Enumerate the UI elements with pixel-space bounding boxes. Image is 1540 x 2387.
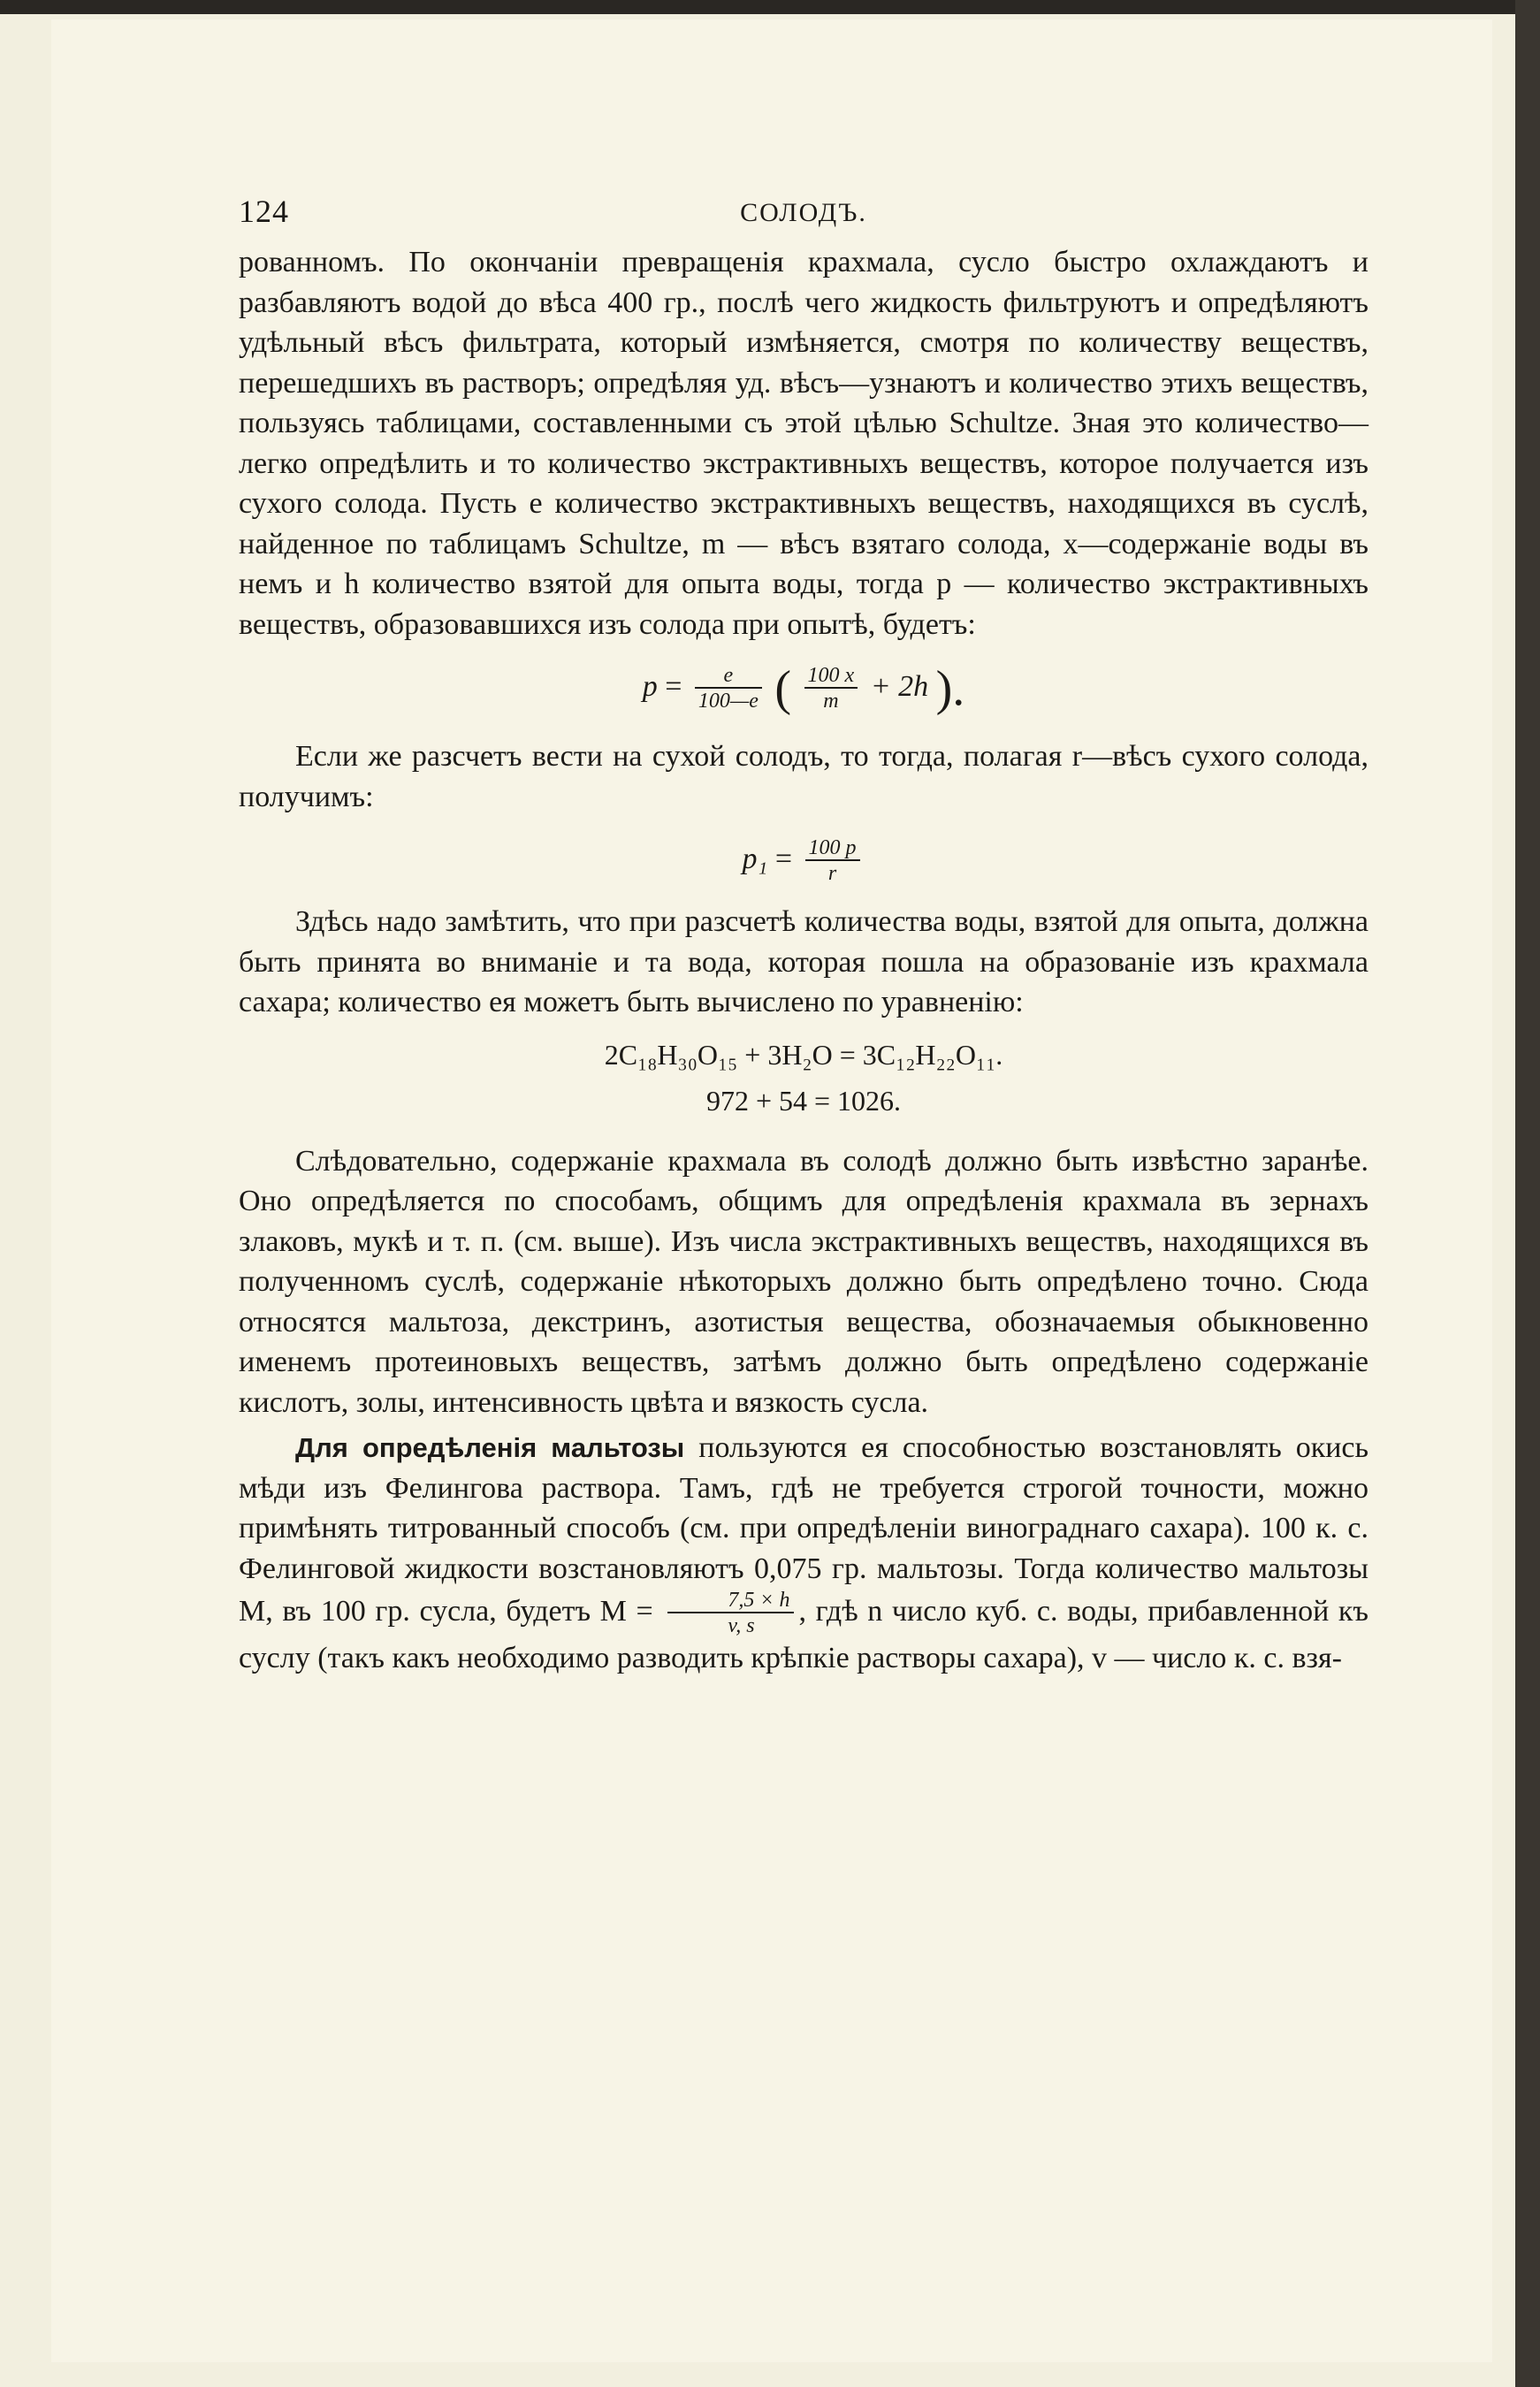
formula-p1-lhs: p₁ [742, 842, 768, 875]
formula-p-fraction-1 [695, 664, 762, 713]
maltose-heading: Для опредѣленія мальтозы [295, 1432, 685, 1463]
paragraph-1: рованномъ. По окончаніи превращенія крахмала, сусло быстро охлаждаютъ и разбавляютъ водой до вѣса 400 гр., послѣ чего жидкость фильтруютъ и опредѣляютъ удѣльный вѣсъ фильтрата, который измѣняется, смотря по количеству веществъ, перешедшихъ въ растворъ; опредѣляя уд. вѣсъ—узнаютъ и количество этихъ веществъ, пользуясь таблицами, составленными съ этой цѣлью Schultze. Зная это количество—легко опредѣлить и то количество экстрактивныхъ веществъ, которое получается изъ сухого солода. Пусть e количество экстрактивныхъ веществъ, находящихся въ суслѣ, найденное по таблицамъ Schultze, m — вѣсъ взятаго солода, x—содержаніе воды въ немъ и h количество взятой для опыта воды, тогда p — количество экстрактивныхъ веществъ, образовавшихся изъ солода при опытѣ, будетъ: [239, 246, 1368, 641]
chemical-equation-line-2: 972 + 54 = 1026. [705, 1084, 902, 1117]
maltose-fraction-denominator: v, s [728, 1614, 755, 1637]
paragraph-3: Здѣсь надо замѣтить, что при разсчетѣ количества воды, взятой для опыта, должна быть принята во вниманіе и та вода, которая пошла на образованіе изъ крахмала сахара; количество ея можетъ быть вычислено по уравненію: [239, 905, 1368, 1018]
fraction-1-denominator: 100—e [698, 690, 759, 713]
book-page [51, 19, 1492, 2362]
formula-p1-eq: = [774, 842, 792, 875]
formula-p-close-paren: ). [935, 661, 965, 716]
paragraph-5 [239, 1428, 1368, 1679]
formula-p-eq: = [665, 669, 682, 703]
formula-p [239, 661, 1368, 716]
scan-top-edge [0, 0, 1540, 14]
fraction-1-numerator: e [695, 664, 762, 689]
paragraph-4: Слѣдовательно, содержаніе крахмала въ солодѣ должно быть извѣстно заранѣе. Оно опредѣляется по способамъ, общимъ для опредѣленія крахмала въ зернахъ злаковъ, мукѣ и т. п. (см. выше). Изъ числа экстрактивныхъ веществъ, находящихся въ полученномъ суслѣ, содержаніе нѣкоторыхъ должно быть опредѣлено точно. Сюда относятся мальтоза, декстринъ, азотистыя вещества, обозначаемыя обыкновенно именемъ протеиновыхъ веществъ, затѣмъ должно быть опредѣлено содержаніе кислотъ, золы, интенсивность цвѣта и вязкость сусла. [239, 1144, 1368, 1419]
page-number: 124 [239, 194, 289, 229]
running-head: СОЛОДЪ. [740, 198, 867, 227]
formula-p1 [239, 836, 1368, 886]
fraction-2-numerator: 100 x [804, 664, 858, 689]
chemical-equation-line-1: 2C₁₈H₃₀O₁₅ + 3H₂O = 3C₁₂H₂₂O₁₁. [604, 1038, 1003, 1071]
fraction-2-denominator: m [823, 690, 839, 713]
formula-p-open-paren: ( [774, 661, 792, 716]
formula-p-lhs: p [642, 669, 658, 703]
formula-p1-denominator: r [827, 862, 837, 885]
scan-right-edge [1515, 0, 1540, 2387]
chemical-equation [239, 1032, 1368, 1124]
maltose-formula-fraction [667, 1589, 793, 1638]
paragraph-2: Если же разсчетъ вести на сухой солодъ, то тогда, полагая r—вѣсъ сухого солода, получимъ: [239, 740, 1368, 813]
page-text-block [239, 193, 1368, 1679]
formula-p1-fraction [805, 836, 860, 886]
formula-p-plus-term: + 2h [870, 669, 929, 703]
formula-p-fraction-2 [804, 664, 858, 713]
paragraph-5-part-2: , гдѣ n число куб. с. воды, прибавленной къ суслу (такъ какъ необходимо разводить крѣпкіе растворы сахара), v — число к. с. взя- [239, 1594, 1368, 1674]
paragraph-5-part-1: пользуются ея способностью возстановлять окись мѣди изъ Фелингова раствора. Тамъ, гдѣ не требуется строгой точности, можно примѣнять титрованный способъ (см. при опредѣленіи винограднаго сахара). 100 к. с. Фелинговой жидкости возстановляютъ 0,075 гр. мальтозы. Тогда количество мальтозы M, въ 100 гр. сусла, будетъ M = [239, 1431, 1368, 1628]
maltose-fraction-numerator: 7,5 × h [667, 1589, 793, 1613]
formula-p1-numerator: 100 p [805, 836, 860, 861]
page-header [239, 193, 1368, 242]
